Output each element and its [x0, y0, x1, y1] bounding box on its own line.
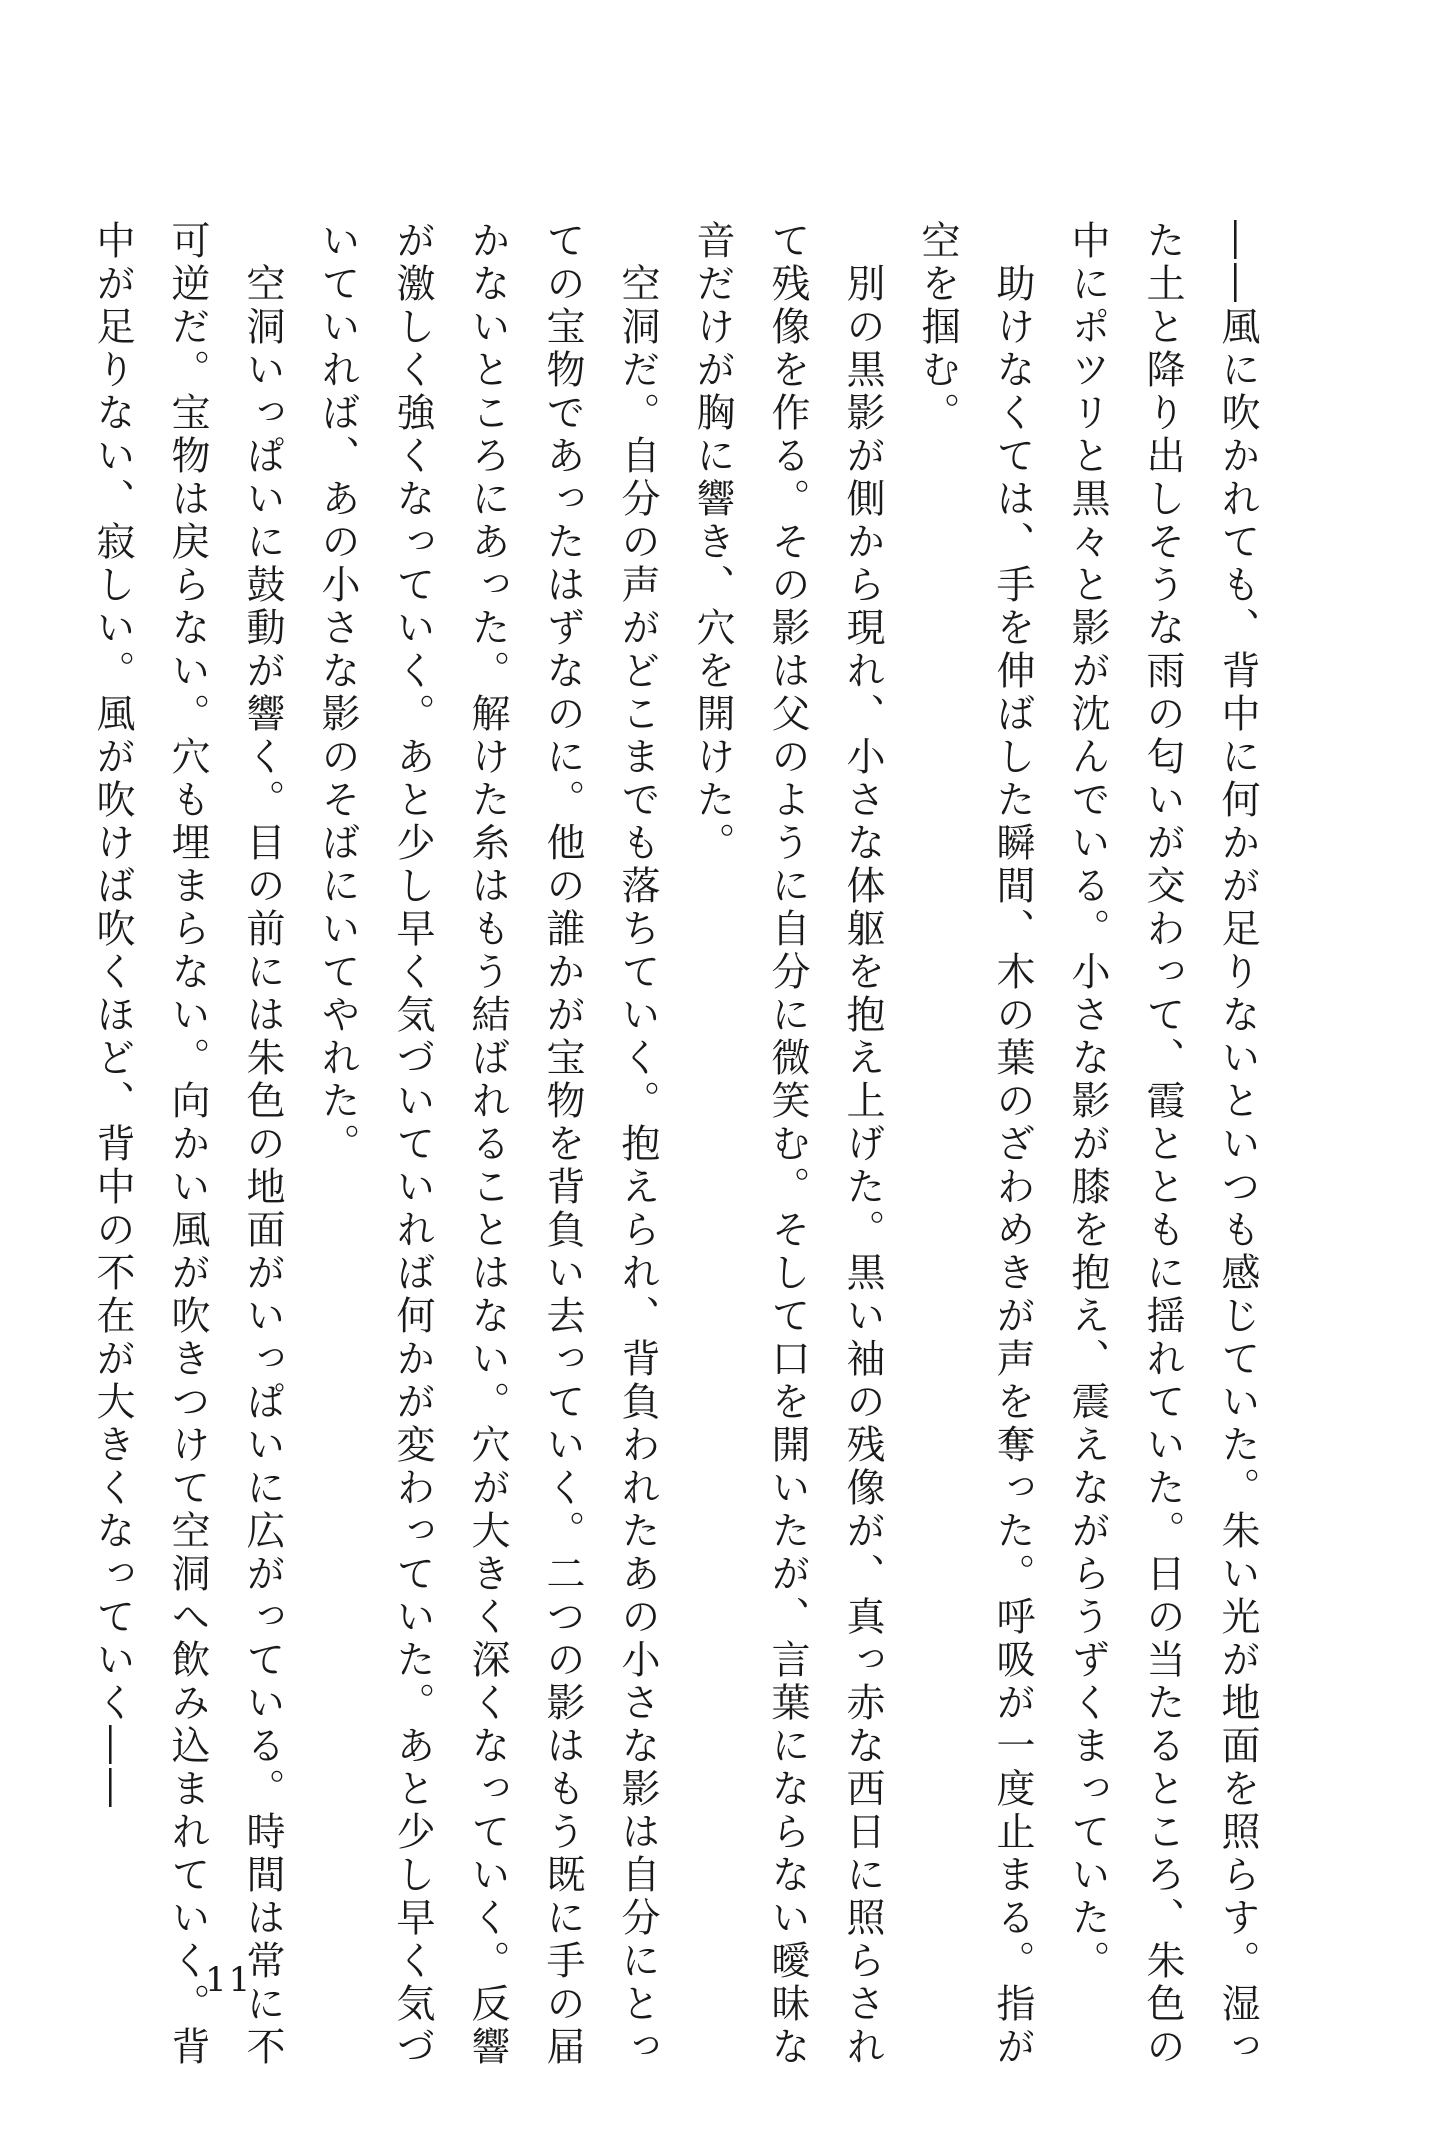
text-line: ――風に吹かれても、背中に何かが足りないといつも感じていた。朱い光が地面を照らす。湿っ	[1215, 220, 1260, 2069]
text-line: た土と降り出しそうな雨の匂いが交わって、霞とともに揺れていた。日の当たるところ、朱色の	[1140, 220, 1185, 2069]
text-line: ての宝物であったはずなのに。他の誰かが宝物を背負い去っていく。二つの影はもう既に手の届	[540, 220, 585, 2069]
text-line: いていれば、あの小さな影のそばにいてやれた。	[315, 220, 360, 1166]
text-line: 音だけが胸に響き、穴を開けた。	[690, 220, 735, 865]
text-line: て残像を作る。その影は父のように自分に微笑む。そして口を開いたが、言葉にならない曖昧な	[765, 220, 810, 2069]
text-line: 中が足りない、寂しい。風が吹けば吹くほど、背中の不在が大きくなっていく――	[90, 220, 135, 1811]
text-line: 空を掴む。	[915, 220, 960, 435]
text-line: かないところにあった。解けた糸はもう結ばれることはない。穴が大きく深くなっていく。反響	[465, 220, 510, 2069]
text-line: 別の黒影が側から現れ、小さな体躯を抱え上げた。黒い袖の残像が、真っ赤な西日に照らされ	[840, 220, 885, 2069]
text-line: 可逆だ。宝物は戻らない。穴も埋まらない。向かい風が吹きつけて空洞へ飲み込まれていく。背	[165, 220, 210, 2069]
page-number: 11	[205, 1960, 253, 2000]
text-line: が激しく強くなっていく。あと少し早く気づいていれば何かが変わっていた。あと少し早く気づ	[390, 220, 435, 2069]
text-line: 中にポツリと黒々と影が沈んでいる。小さな影が膝を抱え、震えながらうずくまっていた。	[1065, 220, 1110, 1983]
text-line: 助けなくては、手を伸ばした瞬間、木の葉のざわめきが声を奪った。呼吸が一度止まる。指が	[990, 220, 1035, 2069]
text-line: 空洞いっぱいに鼓動が響く。目の前には朱色の地面がいっぱいに広がっている。時間は常に不	[240, 220, 285, 2069]
text-line: 空洞だ。自分の声がどこまでも落ちていく。抱えられ、背負われたあの小さな影は自分にとっ	[615, 220, 660, 2069]
